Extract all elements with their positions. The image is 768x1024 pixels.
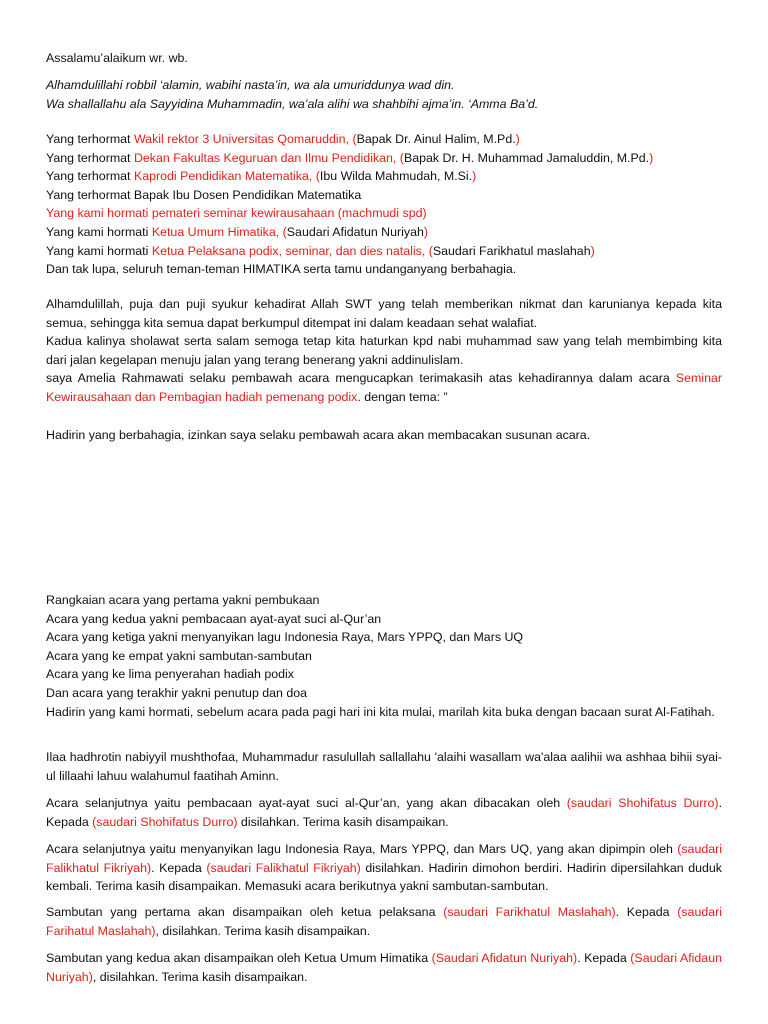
text-segment: Acara selanjutnya yaitu menyanyikan lagu Indonesia Raya, Mars YPPQ, dan Mars UQ, yang akan dipimpin oleh xyxy=(46,842,678,856)
honor-line xyxy=(46,242,722,261)
honor-line xyxy=(46,204,722,223)
honor-line xyxy=(46,149,722,168)
agenda-list xyxy=(46,591,722,703)
highlighted-text: Wakil rektor 3 Universitas Qomaruddin, ( xyxy=(133,132,357,146)
agenda-item: Acara yang ke empat yakni sambutan-sambutan xyxy=(46,648,312,663)
highlighted-text: (saudari Shohifatus Durro) xyxy=(92,814,238,829)
honor-line xyxy=(46,186,722,205)
honor-line xyxy=(46,167,722,186)
highlighted-text: (saudari Farihatul Maslahah) xyxy=(46,905,722,938)
text-segment: . Kepada xyxy=(615,905,678,919)
greeting: Assalamu’alaikum wr. wb. xyxy=(46,51,188,65)
text-segment: Ilaa hadhrotin nabiyyil mushthofaa, Muhammadur rasulullah sallallahu 'alaihi wasallam wa'alaa aalihii wa ashhaa bihii syai-ul lillaahi lahuu walahumul faatihah Aminn. xyxy=(46,750,722,783)
text-segment: Ibu Wilda Mahmudah, M.Si. xyxy=(319,169,473,184)
text-segment: Yang terhormat xyxy=(46,169,134,184)
text-segment: Bapak Dr. Ainul Halim, M.Pd. xyxy=(356,132,516,146)
opening-line: Alhamdulillahi robbil ‘alamin, wabihi nasta’in, wa ala umuriddunya wad din. xyxy=(46,78,455,92)
paragraph-speech-1 xyxy=(46,903,722,940)
text-segment: Sambutan yang pertama akan disampaikan oleh ketua pelaksana xyxy=(46,905,444,919)
highlighted-text: ) xyxy=(515,132,520,146)
text-segment: Saudari Afidatun Nuriyah xyxy=(286,224,424,239)
highlighted-text: ) xyxy=(423,224,429,239)
text-segment: , disilahkan. Terima kasih disampaikan. xyxy=(155,923,371,938)
text-segment: . Kepada xyxy=(46,796,723,829)
text-segment: , disilahkan. Terima kasih disampaikan. xyxy=(92,969,308,984)
opening-prayer xyxy=(46,76,722,113)
highlighted-text: (saudari Falikhatul Fikriyah) xyxy=(206,860,361,875)
honor-line xyxy=(46,223,722,242)
paragraph-anthem xyxy=(46,840,722,896)
highlighted-text: (saudari Farikhatul Maslahah) xyxy=(443,905,616,919)
paragraph-gratitude xyxy=(46,295,722,332)
highlighted-text: ) xyxy=(590,243,595,258)
paragraph-speech-2 xyxy=(46,949,722,986)
honors-list xyxy=(46,130,722,279)
text-segment: Yang kami hormati xyxy=(46,224,152,239)
text-segment: Hadirin yang kami hormati, sebelum acara pada pagi hari ini kita mulai, marilah kita buka dengan bacaan surat Al-Fatihah. xyxy=(46,705,715,719)
highlighted-text: Dekan Fakultas Keguruan dan Ilmu Pendidikan, ( xyxy=(133,150,404,165)
highlighted-text: (saudari Falikhatul Fikriyah) xyxy=(46,842,722,875)
text-segment: saya Amelia Rahmawati selaku pembawah acara mengucapkan terimakasih atas kehadirannya dalam acara xyxy=(46,371,676,385)
text-segment: Acara selanjutnya yaitu pembacaan ayat-ayat suci al-Qur’an, yang akan dibacakan oleh xyxy=(46,796,567,810)
paragraph-mc-intro xyxy=(46,369,722,406)
agenda-item: Acara yang ketiga yakni menyanyikan lagu Indonesia Raya, Mars YPPQ, dan Mars UQ xyxy=(46,630,524,645)
highlighted-text: ) xyxy=(472,169,477,184)
opening-line: Wa shallallahu ala Sayyidina Muhammadin, wa’ala alihi wa shahbihi ajma’in. ‘Amma Ba’d. xyxy=(46,96,539,111)
highlighted-text: (Saudari Afidaun Nuriyah) xyxy=(46,951,722,984)
text-segment: Alhamdulillah, puja dan puji syukur kehadirat Allah SWT yang telah memberikan nikmat dan karunianya kepada kita semua, sehingga kita semua dapat berkumpul ditempat ini dalam keadaan sehat walafiat. xyxy=(46,297,722,330)
highlighted-text: Kaprodi Pendidikan Matematika, ( xyxy=(133,169,320,184)
text-segment: Yang terhormat xyxy=(46,150,134,165)
text-segment: disilahkan. Hadirin dimohon berdiri. Hadirin dipersilahkan duduk kembali. Terima kasih disampaikan. Memasuki acara berikutnya yakni sambutan-sambutan. xyxy=(46,860,722,894)
text-segment: . dengan tema: ” xyxy=(357,389,448,404)
highlighted-text: (saudari Shohifatus Durro) xyxy=(566,796,719,810)
highlighted-text: Ketua Pelaksana podix, seminar, dan dies natalis, ( xyxy=(151,243,433,258)
text-segment: Kadua kalinya sholawat serta salam semoga tetap kita haturkan kpd nabi muhammad saw yang telah membimbing kita dari jalan kegelapan menuju jalan yang terang benerang yakni addinulislam. xyxy=(46,334,722,367)
text-segment: Dan tak lupa, seluruh teman-teman HIMATIKA serta tamu undanganyang berbahagia. xyxy=(46,262,517,277)
highlighted-text: Yang kami hormati pemateri seminar kewirausahaan (machmudi spd) xyxy=(46,206,427,221)
honor-line xyxy=(46,260,722,279)
paragraph-fatihah-intro xyxy=(46,703,722,722)
agenda-item: Acara yang ke lima penyerahan hadiah podix xyxy=(46,667,294,682)
text-segment: Bapak Dr. H. Muhammad Jamaluddin, M.Pd. xyxy=(403,150,650,165)
text-segment: . Kepada xyxy=(577,951,631,965)
agenda-item: Acara yang kedua yakni pembacaan ayat-ayat suci al-Qur’an xyxy=(46,611,382,626)
text-segment: Yang terhormat Bapak Ibu Dosen Pendidikan Matematika xyxy=(46,187,362,202)
agenda-intro: Hadirin yang berbahagia, izinkan saya selaku pembawah acara akan membacakan susunan acara. xyxy=(46,428,591,442)
text-segment: Yang kami hormati xyxy=(46,243,152,258)
highlighted-text: ) xyxy=(649,150,654,165)
text-segment: . Kepada xyxy=(151,860,207,875)
text-segment: Sambutan yang kedua akan disampaikan oleh Ketua Umum Himatika xyxy=(46,951,432,965)
text-segment: disilahkan. Terima kasih disampaikan. xyxy=(237,814,449,829)
paragraph-sholawat xyxy=(46,332,722,369)
highlighted-text: Ketua Umum Himatika, ( xyxy=(151,224,287,239)
agenda-item: Dan acara yang terakhir yakni penutup dan doa xyxy=(46,685,308,700)
highlighted-text: (Saudari Afidatun Nuriyah) xyxy=(431,951,578,965)
text-segment: Saudari Farikhatul maslahah xyxy=(432,243,591,258)
paragraph-fatihah-text xyxy=(46,748,722,785)
highlighted-text: Seminar Kewirausahaan dan Pembagian hadiah pemenang podix xyxy=(46,371,722,404)
text-segment: Yang terhormat xyxy=(46,132,134,146)
honor-line xyxy=(46,130,722,149)
paragraph-quran-reading xyxy=(46,794,722,831)
agenda-item: Rangkaian acara yang pertama yakni pembukaan xyxy=(46,593,320,607)
